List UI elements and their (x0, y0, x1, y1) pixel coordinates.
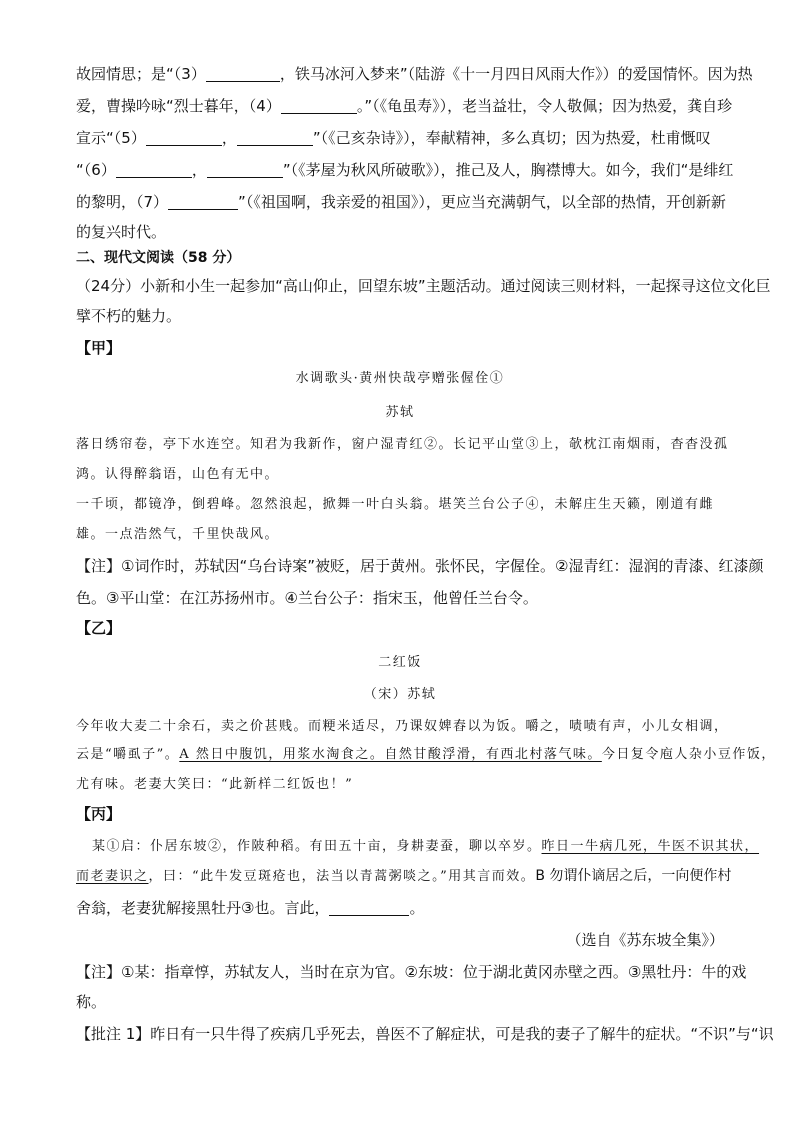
text: 爱，曹操吟咏“烈士暮年，（4） (76, 97, 281, 115)
poem-line-4: 雄。一点浩然气，千里快哉风。 (76, 527, 280, 542)
underlined-sentence-a: A 然日中腹饥，用浆水淘食之。自然甘酸浮滑，有西北村落气味。 (179, 747, 602, 762)
underlined-sentence-1-end: 而老妻识之 (76, 869, 149, 884)
yi-line-2 (76, 740, 776, 769)
label-bing: 【丙】 (76, 805, 122, 823)
bing-line-3 (76, 894, 724, 923)
blank-6b[interactable] (207, 161, 283, 178)
bing-source: （选自《苏东坡全集》） (566, 931, 724, 949)
para1-line-3 (76, 124, 724, 153)
yi-title: 二红饭 (378, 655, 422, 670)
underlined-sentence-1: 昨日一牛病几死，牛医不识其状， (541, 839, 760, 854)
text: ，铁马冰河入梦来”（陆游《十一月四日风雨大作》）的爱国情怀。因为热 (279, 65, 753, 83)
blank-3[interactable] (206, 65, 280, 82)
text: 故园情思；是“（3） (76, 65, 206, 83)
para1-line-2 (76, 92, 733, 121)
blank-bing[interactable] (329, 899, 409, 916)
blank-7[interactable] (168, 193, 238, 210)
yi-line-1: 今年收大麦二十余石，卖之价甚贱。而粳米适尽，乃课奴婢舂以为饭。嚼之，啧啧有声，小儿女相调， (76, 719, 729, 734)
text: 某①启：仆居东坡②，作陂种稻。有田五十亩，身耕妻蚕，聊以卒岁。 (92, 839, 542, 854)
bing-line-2 (76, 862, 732, 891)
bing-note-line-1: 【注】①某：指章惇，苏轼友人，当时在京为官。②东坡：位于湖北黄冈赤壁之西。③黑牡丹：牛的戏 (76, 963, 747, 981)
para1-line-4 (76, 156, 734, 185)
section-heading: 二、现代文阅读（58 分） (76, 250, 241, 266)
text: ， (191, 161, 207, 179)
text: 今日复令庖人杂小豆作饭， (601, 747, 776, 762)
jia-note-line-2: 色。③平山堂：在江苏扬州市。④兰台公子：指宋玉，他曾任兰台令。 (76, 589, 538, 607)
text: ， (221, 129, 237, 147)
bing-line-1 (92, 832, 760, 861)
yi-line-3: 尤有味。老妻大笑曰：“此新样二红饭也！” (76, 777, 354, 792)
text: ”（《茅屋为秋风所破歌》），推己及人，胸襟博大。如今，我们“是绯红 (282, 161, 734, 179)
text: 。”（《龟虽寿》），老当益壮，令人敬佩；因为热爱，龚自珍 (356, 97, 733, 115)
text: 落日绣帘卷，亭下水连空。知君为我新作，窗户湿青红②。长记平山堂③上，欹枕江南烟雨，杳杳没孤 (76, 437, 729, 452)
text: ”（《己亥杂诗》），奉献精神，多么真切；因为热爱，杜甫慨叹 (312, 129, 711, 147)
text: “（6） (76, 161, 116, 179)
para1-line-5 (76, 188, 724, 217)
label-jia: 【甲】 (76, 339, 122, 357)
poem-title: 水调歌头·黄州快哉亭赠张偓佺① (295, 371, 505, 386)
text: 云是“嚼虱子”。 (76, 747, 180, 762)
para1-line-6: 的复兴时代。 (76, 223, 167, 241)
bing-note-line-2: 称。 (76, 993, 107, 1011)
text: 。 (409, 899, 425, 917)
poem-author: 苏轼 (385, 405, 415, 420)
yi-author: （宋）苏轼 (363, 687, 437, 702)
blank-6a[interactable] (116, 161, 192, 178)
text: 的黎明，（7） (76, 193, 169, 211)
blank-4[interactable] (281, 97, 357, 114)
intro-line-1: （24分）小新和小生一起参加“高山仰止，回望东坡”主题活动。通过阅读三则材料，一起探寻这位文化巨 (76, 277, 771, 295)
text: 舍翁，老妻犹解接黑牡丹③也。言此， (76, 899, 330, 917)
poem-line-3: 一千顷，都镜净，倒碧峰。忽然浪起，掀舞一叶白头翁。堪笑兰台公子④，未解庄生天籁，刚道有雌 (76, 497, 715, 512)
text: ”（《祖国啊，我亲爱的祖国》），更应当充满朝气，以全部的热情，开创新新 (238, 193, 726, 211)
poem-line-2: 鸿。认得醉翁语，山色有无中。 (76, 467, 280, 482)
jia-note-line-1: 【注】①词作时，苏轼因“乌台诗案”被贬，居于黄州。张怀民，字偓佺。②湿青红：湿润的青漆、红漆颜 (76, 557, 764, 575)
poem-line-1 (76, 430, 729, 459)
intro-line-2: 擘不朽的魅力。 (76, 307, 182, 325)
blank-5a[interactable] (146, 129, 222, 146)
text: B 勿谓仆谪居之后，一向便作村 (535, 868, 732, 884)
text: 宣示“（5） (76, 129, 146, 147)
text: ，曰：“此牛发豆斑疮也，法当以青蒿粥啖之。”用其言而效。 (148, 869, 536, 884)
label-yi: 【乙】 (76, 619, 122, 637)
blank-5b[interactable] (237, 129, 313, 146)
comment-1: 【批注 1】昨日有一只牛得了疾病几乎死去，兽医不了解症状，可是我的妻子了解牛的症状。“不识”与“识 (76, 1025, 774, 1043)
para1-line-1 (76, 60, 753, 89)
